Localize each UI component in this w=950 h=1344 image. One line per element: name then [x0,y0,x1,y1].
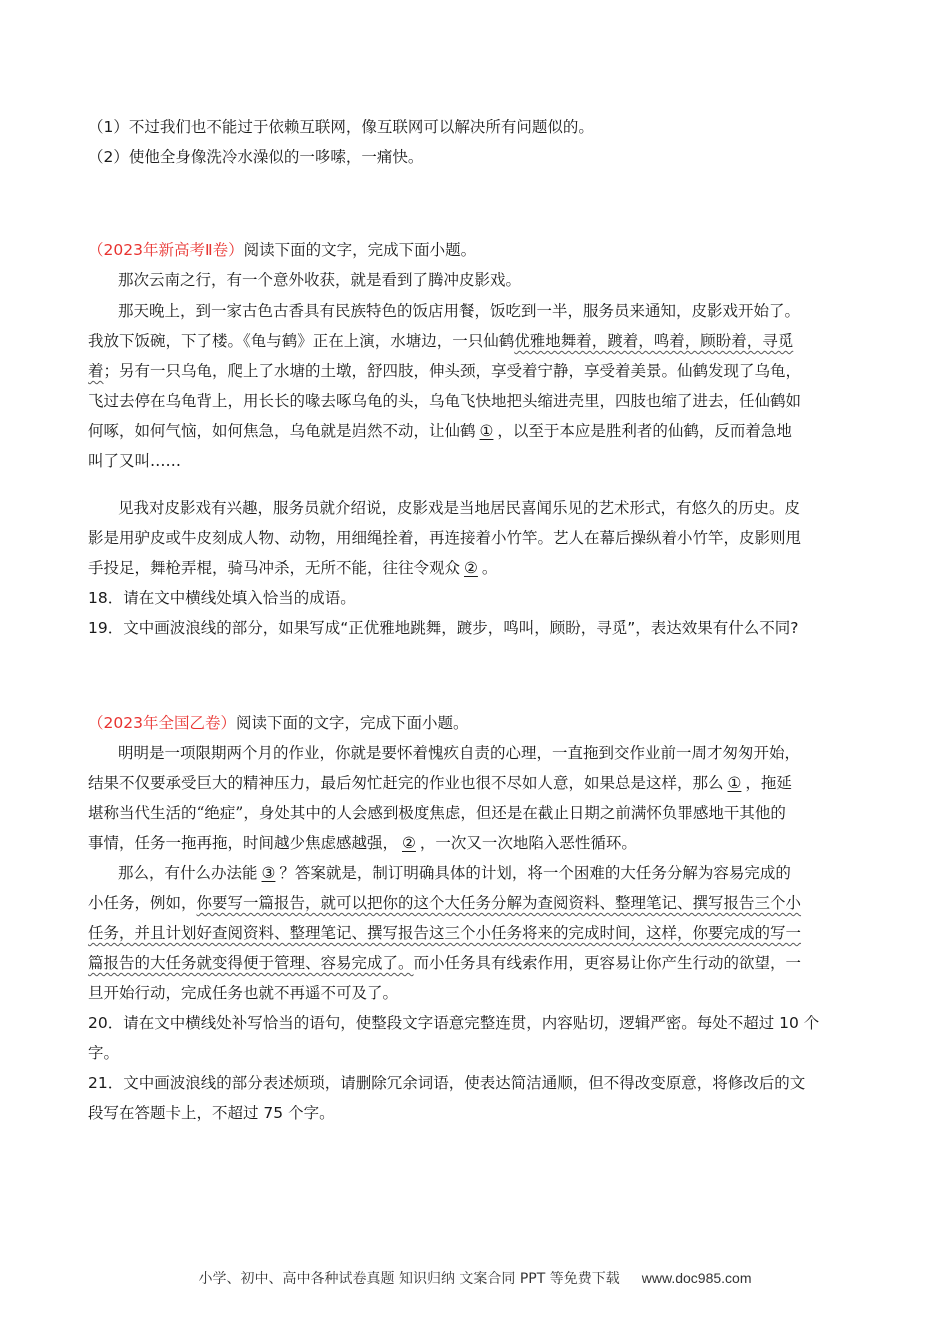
s2-para1-line4 [88,833,637,853]
s1-p1-text: 那次云南之行，有一个意外收获，就是看到了腾冲皮影戏。 [118,271,522,289]
s2-blank-1: ① [727,774,742,792]
s1-p2a-text: 那天晚上，到一家古色古香具有民族特色的饭店用餐，饭吃到一半，服务员来通知，皮影戏开始了。 [118,302,801,320]
s1-p2e-pre: 何啄，如何气恼，如何焦急，乌龟就是岿然不动，让仙鹤 [88,422,476,440]
s2-p2b-pre: 小任务，例如， [88,894,197,912]
s1-para3-line1 [118,498,800,518]
s2-p2d-post: 而小任务具有线索作用，更容易让你产生行动的欲望，一 [413,954,802,972]
section2-heading [88,713,468,733]
intro-text-1: （1）不过我们也不能过于依赖互联网，像互联网可以解决所有问题似的。 [88,118,594,136]
s1-blank-2: ② [464,559,478,577]
s2-para1-line1 [118,743,800,763]
s1-p2b-pre: 我放下饭碗，下了楼。《龟与鹤》正在上演，水塘边，一只仙鹤 [88,332,515,350]
section2-source: （2023年全国乙卷） [88,714,236,732]
question-20-line1 [88,1013,819,1033]
s1-p3b-text: 影是用驴皮或牛皮刻成人物、动物，用细绳拴着，再连接着小竹竿。艺人在幕后操纵着小竹竿，皮影则甩 [88,529,802,547]
s1-p3c-post: 。 [481,559,498,577]
s2-p1a-text: 明明是一项限期两个月的作业，你就是要怀着愧疚自责的心理，一直拖到交作业前一周才匆匆开始， [118,744,801,762]
footer-site-link[interactable]: www.doc985.com [641,1270,752,1286]
q21-text-2: 段写在答题卡上，不超过 75 个字。 [88,1104,335,1122]
s2-wavy-text-3: 篇报告的大任务就变得便于管理、容易完成了。 [88,954,414,972]
s1-p2f-text: 叫了又叫…… [88,452,182,470]
s1-para1 [118,270,521,290]
s1-p3a-text: 见我对皮影戏有兴趣，服务员就介绍说，皮影戏是当地居民喜闻乐见的艺术形式，有悠久的历史。皮 [118,499,801,517]
s1-para2-line2 [88,331,793,351]
s2-p1b-post: ，拖延 [745,774,792,792]
s2-p2a-post: ？答案就是，制订明确具体的计划，将一个困难的大任务分解为容易完成的 [279,864,791,882]
s1-para2-line4 [88,391,801,411]
question-21-line1 [88,1073,805,1093]
s1-wavy-text-1: 优雅地舞着，踱着，鸣着，顾盼着，寻觅 [514,332,794,350]
section2-instruction: 阅读下面的文字，完成下面小题。 [235,714,469,732]
s2-p1b-pre: 结果不仅要承受巨大的精神压力，最后匆忙赶完的作业也很不尽如人意，如果总是这样，那么 [88,774,724,792]
question-21-line2 [88,1103,335,1123]
s2-para2-line2 [88,893,801,913]
s2-blank-2: ② [402,834,416,852]
s1-para3-line3 [88,558,497,578]
s2-para2-line5 [88,983,398,1003]
q21-text-1: 21．文中画波浪线的部分表述烦琐，请删除冗余词语，使表达简洁通顺，但不得改变原意，将修改后的文 [88,1074,806,1092]
s1-blank-1: ① [479,422,494,440]
s2-p1d-post: ，一次又一次地陷入恶性循环。 [419,834,637,852]
question-20-line2 [88,1043,119,1063]
s2-blank-3: ③ [261,864,276,882]
s2-para1-line3 [88,803,786,823]
intro-item-2 [88,147,423,167]
s1-p3c-pre: 手投足，舞枪弄棍，骑马冲杀，无所不能，往往令观众 [88,559,461,577]
q19-text: 19．文中画波浪线的部分，如果写成“正优雅地跳舞，踱步，鸣叫，顾盼，寻觅”，表达效果有什么不同? [88,619,799,637]
q20-text-1: 20．请在文中横线处补写恰当的语句，使整段文字语意完整连贯，内容贴切，逻辑严密。每处不超过 10 个 [88,1014,820,1032]
s2-wavy-text-1: 你要写一篇报告，就可以把你的这个大任务分解为查阅资料、整理笔记、撰写报告三个小 [196,894,802,912]
s1-wavy-text-2: 着 [88,362,104,380]
s2-p2a-pre: 那么，有什么办法能 [118,864,258,882]
s2-wavy-text-2: 任务，并且计划好查阅资料、整理笔记、撰写报告这三个小任务将来的完成时间，这样，你要完成的写一 [88,924,802,942]
s1-p2e-post: ，以至于本应是胜利者的仙鹤，反而着急地 [497,422,792,440]
question-18 [88,588,356,608]
s1-para2-line3 [88,361,801,381]
section1-source: （2023年新高考Ⅱ卷） [88,241,244,259]
s2-para2-line3 [88,923,801,943]
q18-text: 18．请在文中横线处填入恰当的成语。 [88,589,356,607]
s2-para2-line4 [88,953,801,973]
question-19 [88,618,799,638]
page-footer [0,1268,950,1288]
s1-para2-line5 [88,421,792,441]
s1-para2-line6 [88,451,181,471]
q20-text-2: 字。 [88,1044,120,1062]
s2-para1-line2 [88,773,792,793]
section1-instruction: 阅读下面的文字，完成下面小题。 [243,241,477,259]
s1-para3-line2 [88,528,801,548]
footer-text: 小学、初中、高中各种试卷真题 知识归纳 文案合同 PPT 等免费下载 [198,1271,620,1287]
section1-heading [88,240,476,260]
s2-p2e-text: 旦开始行动，完成任务也就不再遥不可及了。 [88,984,399,1002]
s2-para2-line1 [118,863,791,883]
intro-text-2: （2）使他全身像洗冷水澡似的一哆嗦，一痛快。 [88,148,424,166]
intro-item-1 [88,117,594,137]
s1-p2c-post: ；另有一只乌龟，爬上了水塘的土墩，舒四肢，伸头颈，享受着宁静，享受着美景。仙鹤发现了乌龟， [103,362,802,380]
s1-para2-line1 [118,301,800,321]
s2-p1d-pre: 事情，任务一拖再拖，时间越少焦虑感越强， [88,834,399,852]
s1-p2d-text: 飞过去停在乌龟背上，用长长的喙去啄乌龟的头，乌龟飞快地把头缩进壳里，四肢也缩了进去，任仙鹤如 [88,392,802,410]
s2-p1c-text: 堪称当代生活的“绝症”，身处其中的人会感到极度焦虑，但还是在截止日期之前满怀负罪感地干其他的 [88,804,786,822]
